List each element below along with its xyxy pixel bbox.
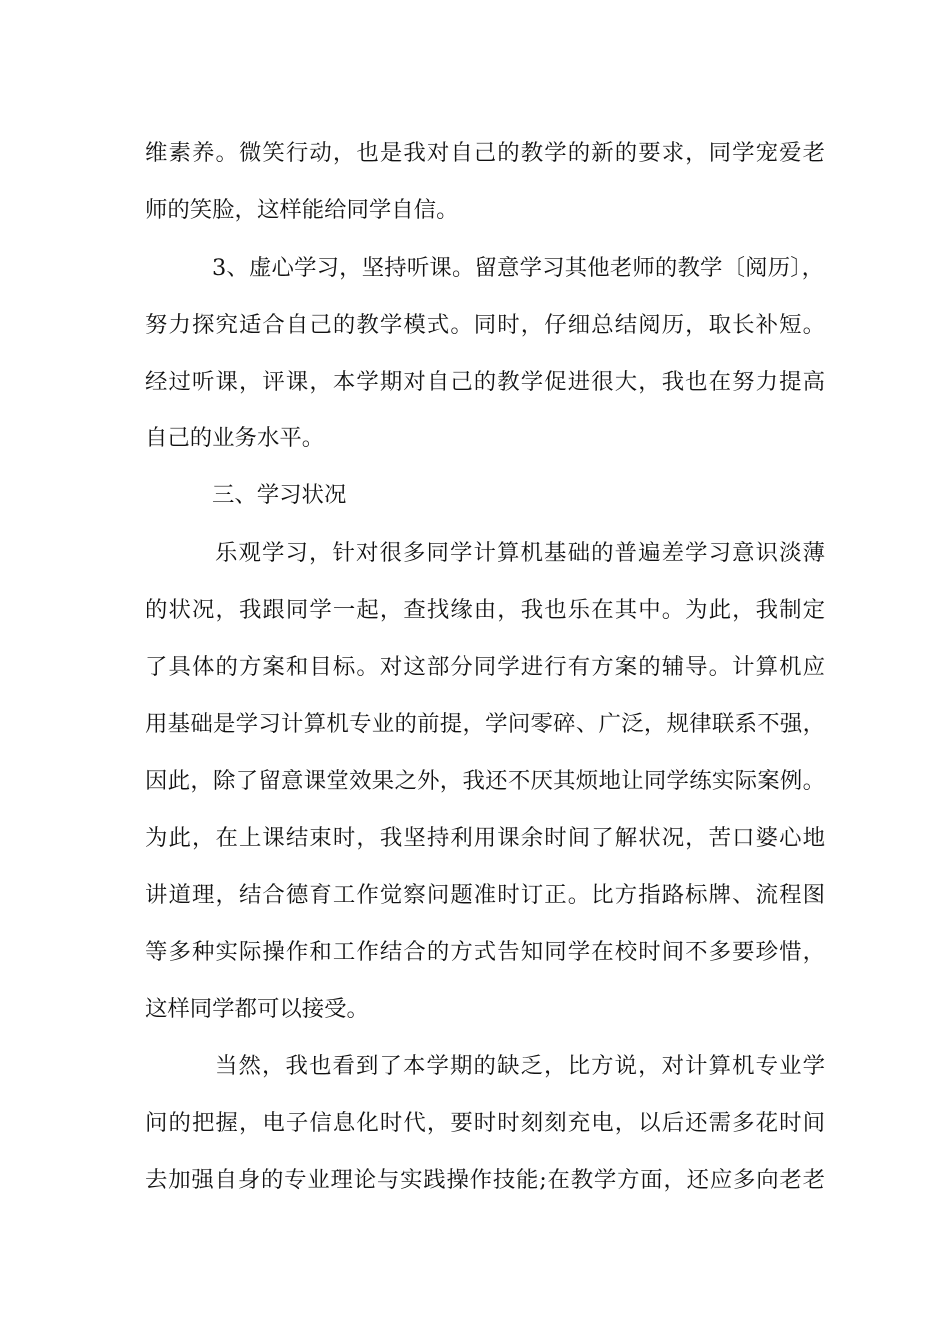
text-line: 讲道理，结合德育工作觉察问题准时订正。比方指路标牌、流程图	[145, 882, 825, 908]
text-line: 自己的业务水平。	[145, 425, 325, 451]
text-line: 3、虚心学习，坚持听课。留意学习其他老师的教学〔阅历〕，	[212, 255, 824, 281]
text-line: 为此，在上课结束时，我坚持利用课余时间了解状况，苦口婆心地	[145, 825, 825, 851]
text-line: 用基础是学习计算机专业的前提，学问零碎、广泛，规律联系不强，	[145, 711, 825, 737]
text-line: 师的笑脸，这样能给同学自信。	[145, 197, 459, 223]
text-line: 维素养。微笑行动，也是我对自己的教学的新的要求，同学宠爱老	[145, 140, 825, 166]
text-line: 了具体的方案和目标。对这部分同学进行有方案的辅导。计算机应	[145, 654, 825, 680]
text-line: 的状况，我跟同学一起，查找缘由，我也乐在其中。为此，我制定	[145, 597, 825, 623]
section-heading: 三、学习状况	[212, 482, 347, 508]
text-line: 经过听课，评课，本学期对自己的教学促进很大，我也在努力提高	[145, 369, 825, 395]
text-line: 努力探究适合自己的教学模式。同时，仔细总结阅历，取长补短。	[145, 312, 825, 338]
text-line: 等多种实际操作和工作结合的方式告知同学在校时间不多要珍惜，	[145, 939, 825, 965]
text-line: 当然，我也看到了本学期的缺乏，比方说，对计算机专业学	[215, 1053, 825, 1079]
text-line: 乐观学习，针对很多同学计算机基础的普遍差学习意识淡薄	[215, 540, 825, 566]
text-line: 因此，除了留意课堂效果之外，我还不厌其烦地让同学练实际案例。	[145, 768, 825, 794]
text-line: 问的把握，电子信息化时代，要时时刻刻充电，以后还需多花时间	[145, 1110, 825, 1136]
text-line: 这样同学都可以接受。	[145, 996, 369, 1022]
text-line: 去加强自身的专业理论与实践操作技能;在教学方面，还应多向老老	[145, 1167, 825, 1193]
